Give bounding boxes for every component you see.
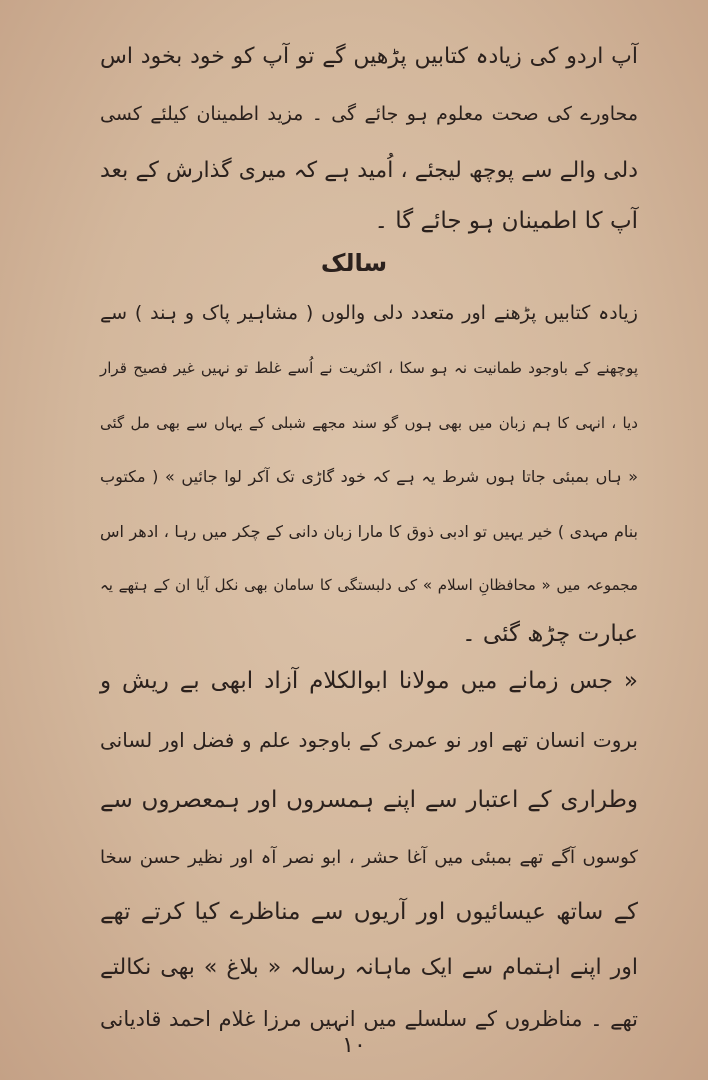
text-line: آپ اردو کی زیادہ کتابیں پڑھیں گے تو آپ کو خود بخود اس [100,44,638,69]
text-line: دلی والے سے پوچھ لیجئے ، اُمید ہے کہ میری گذارش کے بعد [100,158,638,183]
quote-line: کوسوں آگے تھے بمبئی میں آغا حشر ، ابو نصر آہ اور نظیر حسن سخا [100,847,638,868]
quote-line: « جس زمانے میں مولانا ابوالکلام آزاد ابھی بے ریش و [100,668,638,694]
quote-line: کے ساتھ عیسائیوں اور آریوں سے مناظرے کیا کرتے تھے [100,899,638,925]
quote-line: بروت انسان تھے اور نو عمری کے باوجود علم و فضل اور لسانی [100,728,638,752]
text-line: « ہاں بمبئی جاتا ہوں شرط یہ ہے کہ خود گاڑی تک آکر لوا جائیں » ( مکتوب [100,467,638,486]
page-number: ۱۰ [342,1033,366,1058]
quote-line: تھے ۔ مناظروں کے سلسلے میں انہیں مرزا غلام احمد قادیانی [100,1007,638,1031]
text-line: زیادہ کتابیں پڑھنے اور متعدد دلی والوں ( مشاہیر پاک و ہند ) سے [100,302,638,324]
quote-line: اور اپنے اہتمام سے ایک ماہانہ رسالہ « بلاغ » بھی نکالتے [100,955,638,980]
quote-line: وطراری کے اعتبار سے اپنے ہمسروں اور ہمعصروں سے [100,787,638,813]
text-line: محاورے کی صحت معلوم ہو جائے گی ۔ مزید اطمینان کیلئے کسی [100,103,638,125]
text-line: دیا ، انہی کا ہم زبان میں بھی ہوں گو سند مجھے شبلی کے یہاں سے بھی مل گئی [100,414,638,432]
text-line: پوچھنے کے باوجود طمانیت نہ ہو سکا ، اکثریت نے اُسے غلط تو نہیں غیر فصیح قرار [100,359,638,377]
text-line: بنام مہدی ) خیر یہیں تو ادبی ذوق کا مارا زبان دانی کے چکر میں رہا ، ادھر اس [100,522,638,541]
section-heading: سالک [320,249,388,277]
text-line: مجموعہ میں « محافظانِ اسلام » کی دلبستگی کا سامان بھی نکل آیا ان کے ہتھے یہ [100,576,638,594]
text-line: آپ کا اطمینان ہو جائے گا ۔ [374,208,638,234]
text-line: عبارت چڑھ گئی ۔ [462,621,638,647]
